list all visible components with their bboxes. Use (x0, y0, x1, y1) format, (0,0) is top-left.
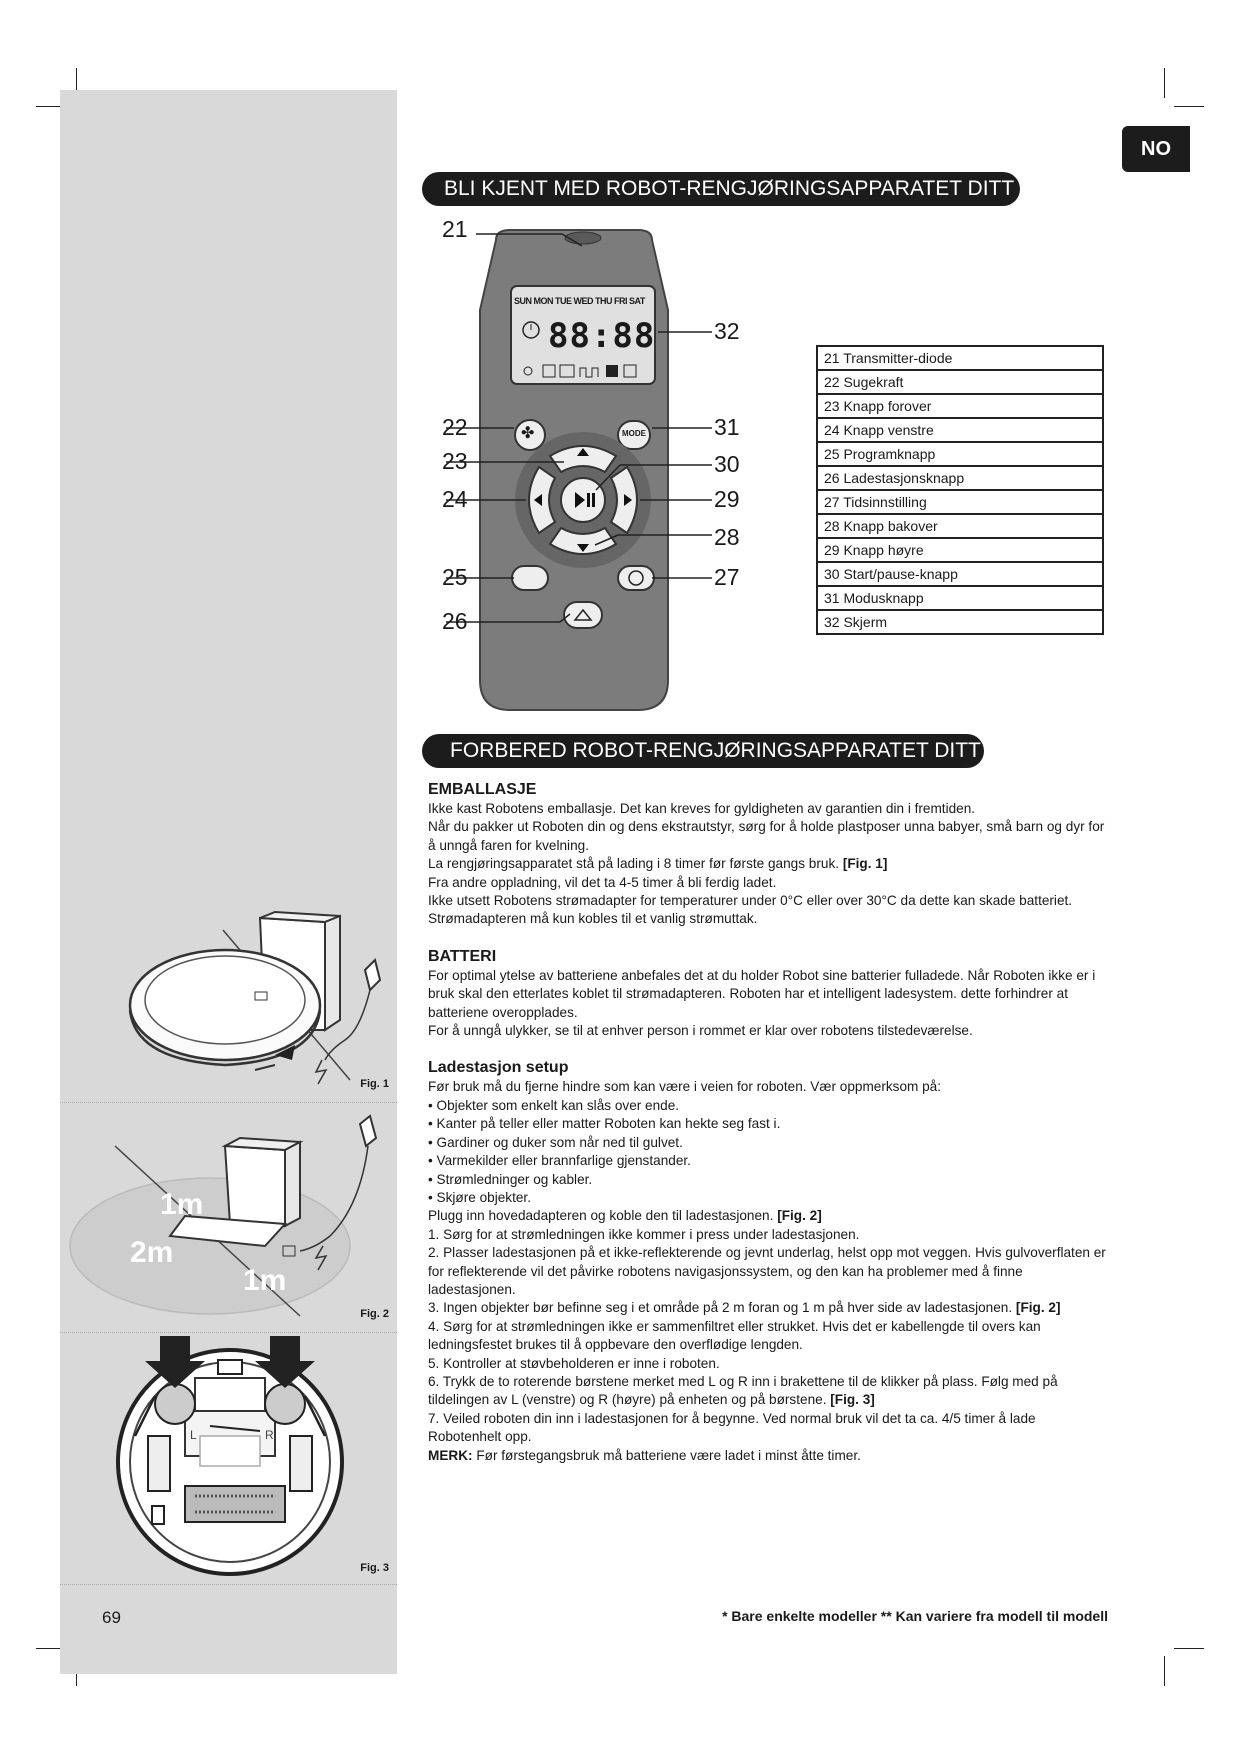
divider (60, 1584, 397, 1585)
emballasje-heading: EMBALLASJE (428, 781, 537, 798)
callout-28: 28 (714, 524, 740, 550)
legend-item: 28 Knapp bakover (817, 514, 1103, 538)
figure-2 (60, 1106, 397, 1326)
page-number: 69 (102, 1608, 121, 1627)
brush-label-l: L (190, 1428, 197, 1442)
figure-1-label: Fig. 1 (360, 1078, 389, 1090)
note-label: MERK: (428, 1447, 473, 1463)
note-text: Før førstegangsbruk må batteriene være ladet i minst åtte timer. (476, 1447, 861, 1463)
crop-mark (1164, 1656, 1165, 1686)
list-item: • Varmekilder eller brannfarlige gjenstander. (428, 1153, 691, 1169)
clearance-1m-side: 1m (243, 1264, 287, 1297)
fan-icon: ✤ (521, 425, 535, 442)
table-row (817, 562, 1103, 586)
callout-29: 29 (714, 486, 740, 512)
callout-27: 27 (714, 564, 740, 590)
figure-1 (60, 900, 397, 1100)
paragraph-text: Plugg inn hovedadapteren og koble den til ladestasjonen. (428, 1208, 774, 1224)
crop-mark (1164, 68, 1165, 98)
list-item: • Kanter på teller eller matter Roboten kan hekte seg fast i. (428, 1116, 781, 1132)
table-row (817, 370, 1103, 394)
remote-legend-table (816, 345, 1104, 635)
legend-item: 21 Transmitter-diode (817, 346, 1103, 370)
legend-item: 29 Knapp høyre (817, 538, 1103, 562)
list-item: • Gardiner og duker som når ned til gulvet. (428, 1134, 683, 1150)
clearance-1m-top: 1m (160, 1188, 204, 1221)
figure-reference: [Fig. 1] (842, 856, 888, 872)
robot-underside-illustration (60, 1336, 397, 1580)
robot-dock-illustration (60, 900, 397, 1100)
paragraph (428, 1207, 1108, 1225)
legend-item: 30 Start/pause-knapp (817, 562, 1103, 586)
table-row (817, 394, 1103, 418)
clearance-2m: 2m (130, 1236, 174, 1269)
table-row (817, 610, 1103, 634)
section-banner-2: FORBERED ROBOT-RENGJØRINGSAPPARATET DITT (422, 734, 984, 768)
list-item: 2. Plasser ladestasjonen på et ikke-reflekterende og jevnt underlag, helst opp mot veggen. Hvis gulvoverflaten er for reflekterende vil det påvirke robotens navigasjonssystem, og den kan ha problemer med å finne ladestasjonen. (428, 1245, 1106, 1297)
table-row (817, 538, 1103, 562)
table-row (817, 418, 1103, 442)
callout-31: 31 (714, 414, 740, 440)
list-item: • Strømledninger og kabler. (428, 1171, 593, 1187)
language-tab: NO (1122, 126, 1190, 172)
paragraph: Før bruk må du fjerne hindre som kan være i veien for roboten. Vær oppmerksom på: (428, 1079, 942, 1095)
list-item: 5. Kontroller at støvbeholderen er inne i roboten. (428, 1355, 720, 1371)
paragraph-text: La rengjøringsapparatet stå på lading i 8 timer før første gangs bruk. (428, 856, 840, 872)
callout-30: 30 (714, 451, 740, 477)
legend-item: 32 Skjerm (817, 610, 1103, 634)
dock-clearance-illustration (60, 1106, 397, 1326)
list-item: 7. Veiled roboten din inn i ladestasjonen for å begynne. Ved normal bruk vil det ta ca. 4/5 timer å lade Robotenhelt opp. (428, 1410, 1036, 1445)
brush-label-r: R (265, 1428, 274, 1442)
list-item: • Objekter som enkelt kan slås over ende. (428, 1097, 680, 1113)
table-row (817, 466, 1103, 490)
callout-21: 21 (442, 216, 468, 242)
paragraph: Fra andre oppladning, vil det ta 4-5 timer å bli ferdig ladet. (428, 874, 777, 890)
legend-item: 24 Knapp venstre (817, 418, 1103, 442)
footer-note: * Bare enkelte modeller ** Kan variere fra modell til modell (722, 1608, 1108, 1624)
legend-item: 27 Tidsinnstilling (817, 490, 1103, 514)
batteri-heading: BATTERI (428, 947, 497, 965)
remote-control-graphic (420, 210, 750, 720)
paragraph (428, 855, 1108, 873)
callout-25: 25 (442, 564, 468, 590)
lcd-digits: 88:88 (548, 316, 656, 356)
lcd-days: SUN MON TUE WED THU FRI SAT (514, 296, 645, 306)
remote-illustration (420, 210, 750, 720)
legend-item: 26 Ladestasjonsknapp (817, 466, 1103, 490)
list-item: • Skjøre objekter. (428, 1189, 531, 1205)
figure-reference: [Fig. 2] (1015, 1300, 1061, 1316)
table-row (817, 586, 1103, 610)
legend-item: 31 Modusknapp (817, 586, 1103, 610)
ladestasjon-heading: Ladestasjon setup (428, 1059, 569, 1077)
paragraph-text: 3. Ingen objekter bør befinne seg i et område på 2 m foran og 1 m på hver side av ladestasjonen. (428, 1300, 1013, 1316)
callout-23: 23 (442, 448, 468, 474)
section-banner-1: BLI KJENT MED ROBOT-RENGJØRINGSAPPARATET DITT (422, 172, 1020, 206)
legend-item: 22 Sugekraft (817, 370, 1103, 394)
paragraph: Ikke utsett Robotens strømadapter for temperaturer under 0°C eller over 30°C da dette kan skade batteriet. (428, 893, 1073, 909)
callout-32: 32 (714, 318, 740, 344)
figure-reference: [Fig. 3] (830, 1392, 875, 1408)
legend-item: 23 Knapp forover (817, 394, 1103, 418)
mode-button-label: MODE (622, 429, 646, 438)
divider (60, 1332, 397, 1333)
figure-3-label: Fig. 3 (360, 1562, 389, 1574)
paragraph: For å unngå ulykker, se til at enhver person i rommet er klar over robotens tilstedeværelse. (428, 1023, 973, 1039)
figure-3 (60, 1336, 397, 1580)
paragraph: Ikke kast Robotens emballasje. Det kan kreves for gyldigheten av garantien din i fremtiden. (428, 801, 976, 816)
callout-24: 24 (442, 486, 468, 512)
table-row (817, 442, 1103, 466)
table-row (817, 514, 1103, 538)
crop-mark (1174, 1648, 1204, 1649)
figure-2-label: Fig. 2 (360, 1308, 389, 1320)
paragraph: Når du pakker ut Roboten din og dens ekstrautstyr, sørg for å holde plastposer unna babyer, små barn og dyr for å unngå faren for kvelning. (428, 819, 1105, 853)
instructions-text (428, 780, 1108, 1465)
crop-mark (1174, 106, 1204, 107)
note (428, 1447, 1108, 1465)
list-item (428, 1373, 1108, 1410)
callout-26: 26 (442, 608, 468, 634)
figure-reference: [Fig. 2] (777, 1208, 822, 1224)
paragraph: Strømadapteren må kun kobles til et vanlig strømuttak. (428, 911, 758, 927)
list-item: 1. Sørg for at strømledningen ikke kommer i press under ladestasjonen. (428, 1226, 860, 1242)
legend-item: 25 Programknapp (817, 442, 1103, 466)
callout-22: 22 (442, 414, 468, 440)
paragraph-text: 6. Trykk de to roterende børstene merket med L og R inn i brakettene til de klikker på plass. Følg med på tildelingen av L (venstre) og R (høyre) på enheten og på børstene. (428, 1373, 1058, 1408)
table-row (817, 490, 1103, 514)
divider (60, 1102, 397, 1103)
table-row (817, 346, 1103, 370)
paragraph: For optimal ytelse av batteriene anbefales det at du holder Robot sine batterier fulladede. Når Roboten ikke er i bruk skal den etterlates koblet til strømadapteren. Roboten har et intelligent ladesystem. dette forhindrer at batteriene overopplades. (428, 967, 1096, 1020)
list-item (428, 1299, 1108, 1317)
list-item: 4. Sørg for at strømledningen ikke er sammenfiltret eller strukket. Hvis det er kabellengde til overs kan ledningsfestet brukes til å oppbevare den overflødige lengden. (428, 1318, 1041, 1353)
